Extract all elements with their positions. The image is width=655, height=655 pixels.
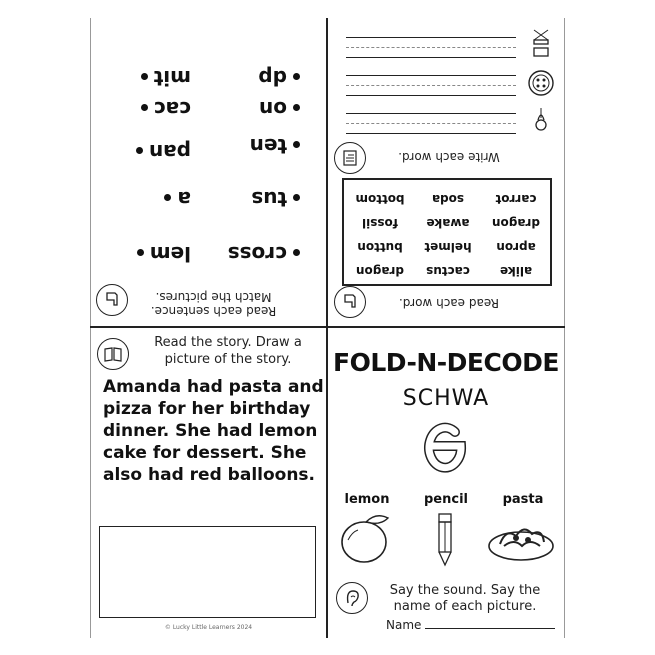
grid-word: helmet xyxy=(424,240,472,254)
cover-subtitle: SCHWA xyxy=(402,386,490,411)
ear-icon xyxy=(336,582,368,614)
writing-lines xyxy=(346,24,516,134)
pencil-icon xyxy=(433,512,457,567)
story-text: Amanda had pasta and pizza for her birthday dinner. She had lemon cake for dessert. She also had red balloons. xyxy=(103,377,324,485)
match-instruction: Read each sentence. Match the pictures. xyxy=(150,290,277,318)
schwa-symbol xyxy=(421,420,471,474)
button-icon xyxy=(526,68,556,98)
write-instruction: Write each word. xyxy=(398,150,500,164)
copyright-footer: © Lucky Little Learners 2024 xyxy=(164,624,253,631)
hand-pointer-icon-2 xyxy=(334,286,366,318)
grid-word: cactus xyxy=(426,264,470,278)
read-instruction: Read each word. xyxy=(398,296,500,310)
picture-label-pasta: pasta xyxy=(502,492,544,507)
grid-word: apron xyxy=(496,240,536,254)
book-icon xyxy=(97,338,129,370)
picture-label-pencil: pencil xyxy=(424,492,468,507)
name-row xyxy=(386,618,556,632)
director-chair-icon xyxy=(526,28,556,60)
name-field[interactable] xyxy=(425,618,555,629)
panel-read-write-words xyxy=(328,19,564,326)
say-instruction: Say the sound. Say the name of each picture. xyxy=(389,583,541,614)
lemon-icon xyxy=(336,510,396,565)
word-left-4: on xyxy=(259,97,306,121)
sunflower-icon xyxy=(526,106,556,136)
grid-word: dragon xyxy=(356,264,404,278)
page-right-edge xyxy=(564,18,565,638)
grid-word: soda xyxy=(431,192,465,206)
word-grid-box xyxy=(342,178,552,286)
hand-pointer-icon xyxy=(96,284,128,316)
pasta-icon xyxy=(486,518,556,564)
word-right-2: a xyxy=(159,187,192,211)
grid-word: alike xyxy=(499,264,533,278)
grid-word: dragon xyxy=(492,216,540,230)
word-left-1: cross xyxy=(228,242,306,266)
word-right-4: cac xyxy=(135,97,191,121)
word-left-2: tus xyxy=(251,187,306,211)
word-left-5: dp xyxy=(258,66,306,90)
grid-word: bottom xyxy=(355,192,405,206)
grid-word: fossil xyxy=(362,216,398,230)
panel-match-sentences xyxy=(91,19,326,326)
word-left-3: ten xyxy=(250,134,306,158)
word-right-5: mit xyxy=(135,66,191,90)
grid-word: carrot xyxy=(495,192,537,206)
drawing-box xyxy=(99,526,316,618)
grid-word: awake xyxy=(426,216,470,230)
word-right-1: lem xyxy=(131,242,191,266)
cover-title: FOLD-N-DECODE xyxy=(333,348,559,377)
word-right-3: pan xyxy=(130,140,191,164)
picture-label-lemon: lemon xyxy=(344,492,390,507)
name-label: Name xyxy=(386,618,422,632)
pencil-write-icon xyxy=(334,142,366,174)
story-instruction: Read the story. Draw a picture of the story. xyxy=(154,335,302,367)
grid-word: button xyxy=(357,240,403,254)
panel-cover xyxy=(328,328,564,638)
panel-story xyxy=(91,328,326,638)
